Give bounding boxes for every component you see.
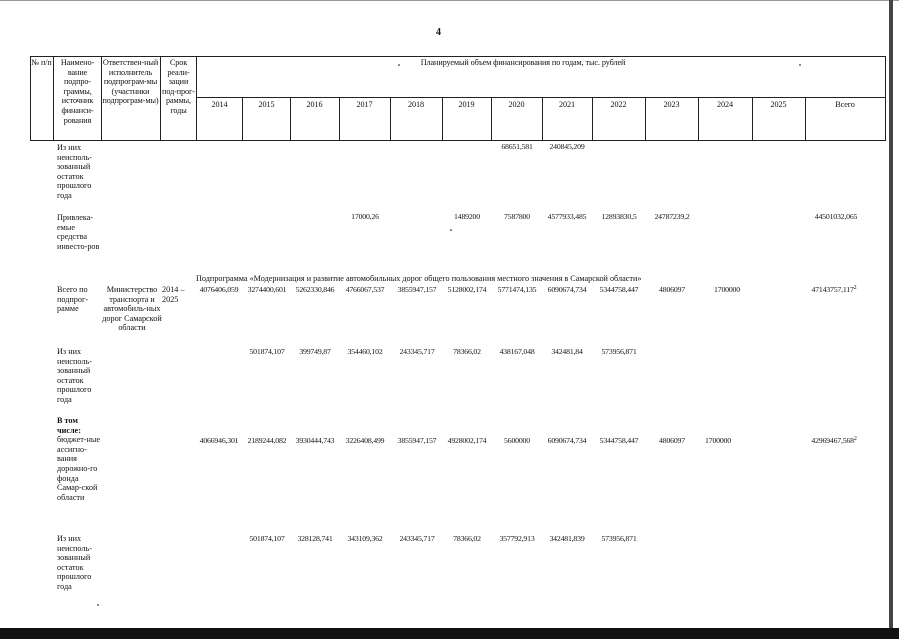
year-2016-header: 2016 <box>306 100 323 109</box>
funding-header: Планируемый объем финансирования по годам, тыс. рублей <box>420 58 626 67</box>
year-2025-header: 2025 <box>770 100 787 109</box>
row-5-2015: 2189244,082 <box>247 436 287 445</box>
row-6-2016: 328128,741 <box>297 534 333 543</box>
page-right-edge <box>889 0 893 630</box>
row-3-2020: 5771474,135 <box>497 285 537 294</box>
row-1-label: Из них неисполь-зованный остаток прошлого года <box>57 143 92 200</box>
row-5-2022: 5344758,447 <box>599 436 639 445</box>
subprogram-title: Подпрограмма «Модернизация и развитие автомобильных дорог общего пользования местного значения в Самарской области» <box>196 274 642 283</box>
row-5-2023: 4806097 <box>659 436 685 445</box>
row-5-label-bold: В том числе: <box>57 416 81 435</box>
row-6-2017: 343109,362 <box>347 534 383 543</box>
row-4-2022: 573956,871 <box>601 347 637 356</box>
row-3-total <box>812 285 857 294</box>
row-3-2019: 5128002,174 <box>447 285 487 294</box>
row-5-2016: 3930444,743 <box>295 436 335 445</box>
row-4-2018: 243345,717 <box>399 347 435 356</box>
scan-speck <box>97 604 99 606</box>
row-3-2022: 5344758,447 <box>599 285 639 294</box>
row-5-2021: 6090674,734 <box>547 436 587 445</box>
row-5-2018: 3855947,157 <box>397 436 437 445</box>
row-5-label-group <box>57 416 101 502</box>
row-5-label: бюджет-ные ассигно-вания дорожно-го фонда Самар-ской области <box>57 435 101 502</box>
row-3-label: Всего по подпрог-рамме <box>57 285 89 314</box>
page-top-edge <box>0 0 899 1</box>
row-3-2023: 4806097 <box>659 285 685 294</box>
year-2015-header: 2015 <box>258 100 275 109</box>
row-2-2019: 1489200 <box>454 212 480 221</box>
year-2018-header: 2018 <box>408 100 424 109</box>
scan-speck <box>450 229 452 231</box>
row-5-2024: 1700000 <box>705 436 731 445</box>
row-6-2021: 342481,839 <box>549 534 585 543</box>
scan-speck <box>799 64 801 66</box>
row-3-total-footnote: 2 <box>853 285 857 291</box>
row-4-2015: 501874,107 <box>249 347 285 356</box>
row-2-label: Привлека-емые средства инвесто-ров <box>57 213 100 251</box>
row-5-2019: 4928002,174 <box>447 436 487 445</box>
row-5-2017: 3226408,499 <box>345 436 385 445</box>
row-5-2020: 5600000 <box>504 436 530 445</box>
row-2-total: 44501032,065 <box>814 212 858 221</box>
row-5-total-value: 42969467,568 <box>811 436 854 445</box>
year-2014-header: 2014 <box>211 100 228 109</box>
col-term-header: Срок реали-зации под-прог-раммы, годы <box>162 58 195 115</box>
year-2022-header: 2022 <box>610 100 627 109</box>
page-number: 4 <box>436 27 441 38</box>
row-5-total <box>811 436 856 445</box>
scan-bottom-edge <box>0 628 899 639</box>
year-2017-header: 2017 <box>356 100 373 109</box>
row-2-2017: 17000,26 <box>351 212 379 221</box>
row-6-2022: 573956,871 <box>601 534 637 543</box>
row-4-2017: 354460,102 <box>347 347 383 356</box>
row-3-2018: 3855947,157 <box>397 285 437 294</box>
row-2-2022: 12893830,5 <box>601 212 637 221</box>
row-2-2023: 24787239,2 <box>654 212 690 221</box>
scan-speck <box>398 64 400 66</box>
row-1-2021: 240845,209 <box>549 142 585 151</box>
row-4-2021: 342481,84 <box>551 347 583 356</box>
row-4-2016: 399749,87 <box>299 347 331 356</box>
row-6-2018: 243345,717 <box>399 534 435 543</box>
year-2019-header: 2019 <box>458 100 475 109</box>
row-2-2021: 4577933,485 <box>547 212 587 221</box>
row-3-executor: Министерство транспорта и автомобиль-ных дорог Самарской области <box>102 285 162 333</box>
total-header: Всего <box>835 100 855 109</box>
row-3-2015: 3274400,601 <box>247 285 287 294</box>
row-6-2019: 78366,02 <box>453 534 481 543</box>
col-number-header: № п/п <box>31 58 52 67</box>
row-5-total-footnote: 2 <box>853 436 857 442</box>
col-executor-header: Ответствен-ный исполнитель подпрограм-мы (участники подпрограм-мы) <box>102 58 159 106</box>
row-6-2020: 357792,913 <box>499 534 535 543</box>
row-3-2024: 1700000 <box>714 285 740 294</box>
row-3-2014: 4076406,059 <box>199 285 239 294</box>
row-5-2014: 4066946,301 <box>199 436 239 445</box>
year-2021-header: 2021 <box>559 100 575 109</box>
row-3-2021: 6090674,734 <box>547 285 587 294</box>
row-1-2020: 68651,581 <box>501 142 533 151</box>
row-3-total-value: 47143757,117 <box>811 285 854 294</box>
row-2-2020: 7587800 <box>504 212 530 221</box>
row-4-2020: 438167,048 <box>499 347 535 356</box>
year-2024-header: 2024 <box>717 100 733 109</box>
row-6-label: Из них неисполь-зованный остаток прошлого года <box>57 534 92 591</box>
year-2023-header: 2023 <box>663 100 680 109</box>
year-2020-header: 2020 <box>508 100 525 109</box>
row-4-2019: 78366,02 <box>453 347 481 356</box>
row-3-2017: 4766067,537 <box>345 285 385 294</box>
row-3-2016: 5262330,846 <box>295 285 335 294</box>
col-name-header: Наимено-вание подпро-граммы, источник финанси-рования <box>60 58 95 125</box>
row-4-label: Из них неисполь-зованный остаток прошлого года <box>57 347 92 404</box>
row-6-2015: 501874,107 <box>249 534 285 543</box>
row-3-period: 2014 – 2025 <box>162 285 185 304</box>
